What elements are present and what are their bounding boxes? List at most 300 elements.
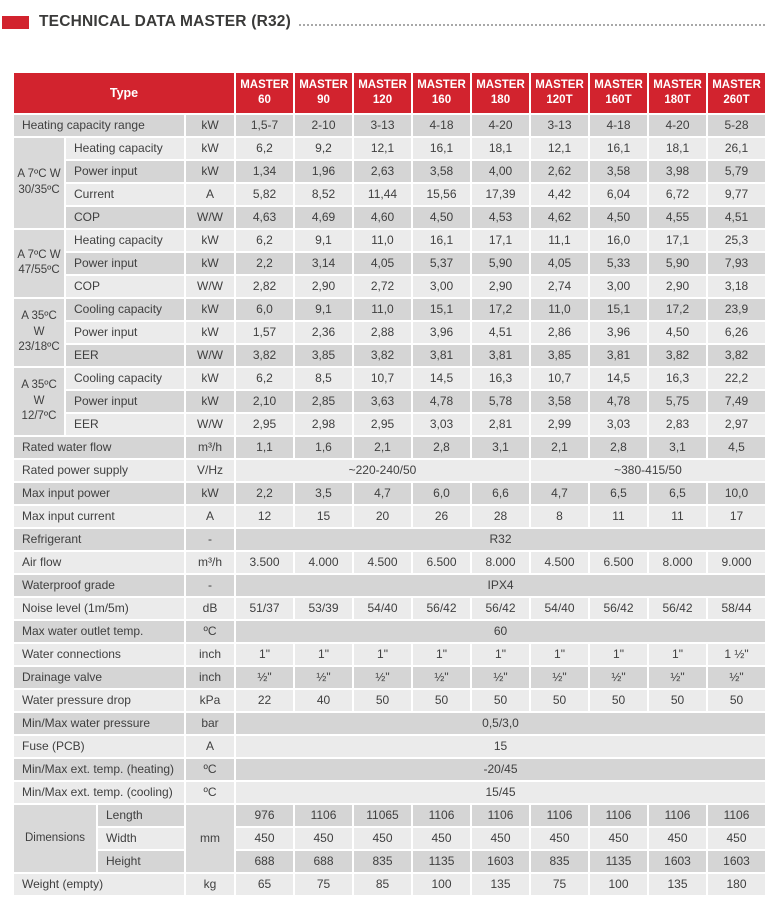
value-cell: 16,1: [413, 230, 470, 251]
value-cell: 17,1: [649, 230, 706, 251]
value-cell: 2,72: [354, 276, 411, 297]
unit-cell: kW: [186, 368, 234, 389]
value-cell: 2,74: [531, 276, 588, 297]
row-label: Heating capacity range: [14, 115, 184, 136]
table-row: [14, 414, 765, 435]
table-row: [14, 437, 765, 458]
value-cell: 1 ½": [708, 644, 765, 665]
value-cell: 1603: [649, 851, 706, 872]
value-cell: 50: [649, 690, 706, 711]
value-cell: 1": [295, 644, 352, 665]
value-cell: 4,5: [708, 437, 765, 458]
header-model: MASTER 180: [472, 73, 529, 113]
unit-cell: kW: [186, 391, 234, 412]
row-label: Length: [98, 805, 184, 826]
value-cell: 5,37: [413, 253, 470, 274]
value-cell: 11,44: [354, 184, 411, 205]
value-cell: 2,97: [708, 414, 765, 435]
value-cell: 1106: [472, 805, 529, 826]
dotted-leader-line: [299, 24, 765, 26]
value-cell: 4-18: [590, 115, 647, 136]
value-cell: 11,0: [531, 299, 588, 320]
table-row: [14, 598, 765, 619]
value-cell: 4,60: [354, 207, 411, 228]
value-cell: 3-13: [531, 115, 588, 136]
value-cell: 50: [472, 690, 529, 711]
value-cell: 6,2: [236, 368, 293, 389]
row-label: Cooling capacity: [66, 299, 184, 320]
value-cell: 4,55: [649, 207, 706, 228]
header-model: MASTER 180T: [649, 73, 706, 113]
value-cell: 16,0: [590, 230, 647, 251]
unit-cell: kW: [186, 115, 234, 136]
unit-cell: A: [186, 184, 234, 205]
value-cell: 3,82: [708, 345, 765, 366]
value-cell: 2,36: [295, 322, 352, 343]
row-label: Height: [98, 851, 184, 872]
header-type: Type: [14, 73, 234, 113]
value-cell: 15: [295, 506, 352, 527]
value-cell: 4,69: [295, 207, 352, 228]
group-cell: A 7ºC W 47/55ºC: [14, 230, 64, 297]
value-cell: 5,79: [708, 161, 765, 182]
value-cell: 7,93: [708, 253, 765, 274]
row-label: Rated water flow: [14, 437, 184, 458]
value-cell: 9.000: [708, 552, 765, 573]
value-cell: 1106: [708, 805, 765, 826]
value-cell: 6,72: [649, 184, 706, 205]
unit-cell: mm: [186, 805, 234, 872]
value-cell: 688: [236, 851, 293, 872]
value-cell: 26,1: [708, 138, 765, 159]
row-label: COP: [66, 276, 184, 297]
row-label: Drainage valve: [14, 667, 184, 688]
unit-cell: kW: [186, 483, 234, 504]
value-cell: 4,62: [531, 207, 588, 228]
value-cell: 4,78: [590, 391, 647, 412]
value-cell: 85: [354, 874, 411, 895]
row-label: EER: [66, 414, 184, 435]
value-cell: 2,90: [472, 276, 529, 297]
value-cell: 100: [413, 874, 470, 895]
table-row: [14, 230, 765, 251]
value-cell: 450: [649, 828, 706, 849]
value-cell: 12,1: [354, 138, 411, 159]
unit-cell: kW: [186, 253, 234, 274]
value-cell: 3,00: [590, 276, 647, 297]
unit-cell: inch: [186, 644, 234, 665]
value-cell: 15,1: [413, 299, 470, 320]
value-cell: 4-20: [649, 115, 706, 136]
value-cell: 3,96: [413, 322, 470, 343]
row-label: Noise level (1m/5m): [14, 598, 184, 619]
value-cell: 1,5-7: [236, 115, 293, 136]
span-value-cell: 0,5/3,0: [236, 713, 765, 734]
value-cell: 3,5: [295, 483, 352, 504]
value-cell: 3,81: [413, 345, 470, 366]
row-label: Power input: [66, 161, 184, 182]
value-cell: 17,1: [472, 230, 529, 251]
table-row: [14, 690, 765, 711]
row-label: Width: [98, 828, 184, 849]
value-cell: 1,6: [295, 437, 352, 458]
table-row: [14, 759, 765, 780]
value-cell: 6,6: [472, 483, 529, 504]
unit-cell: -: [186, 575, 234, 596]
unit-cell: dB: [186, 598, 234, 619]
value-cell: 3,18: [708, 276, 765, 297]
value-cell: 2,8: [413, 437, 470, 458]
span-value-cell: 60: [236, 621, 765, 642]
value-cell: 3,82: [649, 345, 706, 366]
value-cell: 450: [413, 828, 470, 849]
value-cell: 12: [236, 506, 293, 527]
value-cell: 20: [354, 506, 411, 527]
value-cell: 688: [295, 851, 352, 872]
value-cell: 100: [590, 874, 647, 895]
row-label: Max input current: [14, 506, 184, 527]
value-cell: 5,33: [590, 253, 647, 274]
table-row: [14, 345, 765, 366]
table-body: [14, 115, 765, 895]
value-cell: 1": [590, 644, 647, 665]
value-cell: 10,0: [708, 483, 765, 504]
table-row: [14, 483, 765, 504]
value-cell: ½": [649, 667, 706, 688]
value-cell: 450: [236, 828, 293, 849]
value-cell: 11,0: [354, 299, 411, 320]
value-cell: 26: [413, 506, 470, 527]
row-label: Max input power: [14, 483, 184, 504]
unit-cell: m³/h: [186, 437, 234, 458]
value-cell: 10,7: [354, 368, 411, 389]
value-cell: 2,95: [236, 414, 293, 435]
span-value-cell: -20/45: [236, 759, 765, 780]
group-cell: Dimensions: [14, 805, 96, 872]
value-cell: 2,98: [295, 414, 352, 435]
value-cell: 2,83: [649, 414, 706, 435]
value-cell: 56/42: [649, 598, 706, 619]
value-cell: 3,00: [413, 276, 470, 297]
value-cell: 5,82: [236, 184, 293, 205]
value-cell: 6,2: [236, 138, 293, 159]
value-cell: 28: [472, 506, 529, 527]
value-cell: 6,5: [649, 483, 706, 504]
value-cell: 2,81: [472, 414, 529, 435]
value-cell: 3,03: [590, 414, 647, 435]
value-cell: 4,51: [472, 322, 529, 343]
value-cell: 5,75: [649, 391, 706, 412]
value-cell: 5-28: [708, 115, 765, 136]
value-cell: 6,0: [413, 483, 470, 504]
header-model: MASTER 160T: [590, 73, 647, 113]
group-cell: A 7ºC W 30/35ºC: [14, 138, 64, 228]
value-cell: 12,1: [531, 138, 588, 159]
table-row: [14, 874, 765, 895]
value-cell: 4,42: [531, 184, 588, 205]
table-row: [14, 322, 765, 343]
unit-cell: W/W: [186, 414, 234, 435]
value-cell: 17,39: [472, 184, 529, 205]
value-cell: 2,88: [354, 322, 411, 343]
row-label: Rated power supply: [14, 460, 184, 481]
value-cell: 3.500: [236, 552, 293, 573]
value-cell: 7,49: [708, 391, 765, 412]
unit-cell: kW: [186, 322, 234, 343]
value-cell: 135: [649, 874, 706, 895]
unit-cell: kPa: [186, 690, 234, 711]
value-cell: 1135: [413, 851, 470, 872]
value-cell: 11065: [354, 805, 411, 826]
value-cell: ½": [236, 667, 293, 688]
value-cell: 2,8: [590, 437, 647, 458]
value-cell: 58/44: [708, 598, 765, 619]
value-cell: 16,3: [472, 368, 529, 389]
header-model: MASTER 260T: [708, 73, 765, 113]
table-row: [14, 161, 765, 182]
value-cell: 65: [236, 874, 293, 895]
row-label: Power input: [66, 391, 184, 412]
value-cell: 50: [590, 690, 647, 711]
value-cell: 9,1: [295, 230, 352, 251]
title-bar: [0, 0, 777, 31]
value-cell: 6,2: [236, 230, 293, 251]
value-cell: 8,52: [295, 184, 352, 205]
value-cell: 835: [354, 851, 411, 872]
value-cell: 50: [531, 690, 588, 711]
value-cell: 976: [236, 805, 293, 826]
value-cell: 11,1: [531, 230, 588, 251]
value-cell: 3,1: [649, 437, 706, 458]
value-cell: 50: [708, 690, 765, 711]
value-cell: 2,1: [354, 437, 411, 458]
value-cell: 4,05: [531, 253, 588, 274]
value-cell: 22: [236, 690, 293, 711]
value-cell: 16,1: [413, 138, 470, 159]
value-cell: 2,63: [354, 161, 411, 182]
value-cell: 1": [649, 644, 706, 665]
row-label: COP: [66, 207, 184, 228]
value-cell: 3,14: [295, 253, 352, 274]
unit-cell: m³/h: [186, 552, 234, 573]
unit-cell: W/W: [186, 345, 234, 366]
value-cell: 1": [236, 644, 293, 665]
row-label: Water pressure drop: [14, 690, 184, 711]
unit-cell: -: [186, 529, 234, 550]
value-cell: 56/42: [472, 598, 529, 619]
value-cell: 75: [295, 874, 352, 895]
value-cell: 3,63: [354, 391, 411, 412]
unit-cell: kW: [186, 230, 234, 251]
row-label: Current: [66, 184, 184, 205]
value-cell: 1,96: [295, 161, 352, 182]
unit-cell: kW: [186, 299, 234, 320]
span-value-cell: IPX4: [236, 575, 765, 596]
group-cell: A 35ºC W 23/18ºC: [14, 299, 64, 366]
row-label: Water connections: [14, 644, 184, 665]
row-label: Max water outlet temp.: [14, 621, 184, 642]
table-row: [14, 805, 765, 826]
value-cell: 450: [531, 828, 588, 849]
table-row: [14, 828, 765, 849]
row-label: Cooling capacity: [66, 368, 184, 389]
value-cell: 1": [354, 644, 411, 665]
header-model: MASTER 160: [413, 73, 470, 113]
unit-cell: A: [186, 736, 234, 757]
value-cell: 2-10: [295, 115, 352, 136]
table-row: [14, 736, 765, 757]
unit-cell: W/W: [186, 276, 234, 297]
value-cell: 8.000: [472, 552, 529, 573]
table-row: [14, 552, 765, 573]
value-cell: 3,85: [531, 345, 588, 366]
value-cell: 135: [472, 874, 529, 895]
value-cell: 1106: [590, 805, 647, 826]
value-cell: 1603: [472, 851, 529, 872]
value-cell: 2,1: [531, 437, 588, 458]
value-cell: 54/40: [531, 598, 588, 619]
table-row: [14, 207, 765, 228]
table-row: [14, 460, 765, 481]
value-cell: 17: [708, 506, 765, 527]
value-cell: ½": [413, 667, 470, 688]
row-label: Fuse (PCB): [14, 736, 184, 757]
value-cell: ½": [472, 667, 529, 688]
span-value-cell: ~220-240/50: [236, 460, 529, 481]
value-cell: 4.000: [295, 552, 352, 573]
row-label: Heating capacity: [66, 138, 184, 159]
value-cell: ½": [531, 667, 588, 688]
value-cell: 4,05: [354, 253, 411, 274]
value-cell: 4.500: [531, 552, 588, 573]
unit-cell: A: [186, 506, 234, 527]
table-header: [14, 73, 765, 113]
value-cell: 1": [413, 644, 470, 665]
value-cell: 2,95: [354, 414, 411, 435]
unit-cell: inch: [186, 667, 234, 688]
value-cell: 4-20: [472, 115, 529, 136]
value-cell: 180: [708, 874, 765, 895]
group-cell: A 35ºC W 12/7ºC: [14, 368, 64, 435]
value-cell: 4,7: [354, 483, 411, 504]
table-row: [14, 138, 765, 159]
value-cell: ½": [708, 667, 765, 688]
value-cell: 2,90: [649, 276, 706, 297]
value-cell: 50: [354, 690, 411, 711]
value-cell: 4,78: [413, 391, 470, 412]
value-cell: 4,50: [590, 207, 647, 228]
row-label: Heating capacity: [66, 230, 184, 251]
value-cell: 8.000: [649, 552, 706, 573]
spec-table: [12, 71, 767, 897]
value-cell: 75: [531, 874, 588, 895]
value-cell: 3-13: [354, 115, 411, 136]
value-cell: 2,82: [236, 276, 293, 297]
value-cell: 1": [531, 644, 588, 665]
header-model: MASTER 120T: [531, 73, 588, 113]
value-cell: 4,00: [472, 161, 529, 182]
value-cell: 3,81: [590, 345, 647, 366]
row-label: Waterproof grade: [14, 575, 184, 596]
value-cell: 2,2: [236, 253, 293, 274]
value-cell: 16,1: [590, 138, 647, 159]
value-cell: ½": [295, 667, 352, 688]
value-cell: 450: [708, 828, 765, 849]
row-label: Min/Max ext. temp. (heating): [14, 759, 184, 780]
unit-cell: W/W: [186, 207, 234, 228]
span-value-cell: R32: [236, 529, 765, 550]
value-cell: 1106: [649, 805, 706, 826]
value-cell: 2,10: [236, 391, 293, 412]
value-cell: 835: [531, 851, 588, 872]
value-cell: 3,96: [590, 322, 647, 343]
value-cell: 4.500: [354, 552, 411, 573]
value-cell: 1603: [708, 851, 765, 872]
value-cell: 1,34: [236, 161, 293, 182]
value-cell: 9,2: [295, 138, 352, 159]
unit-cell: kW: [186, 161, 234, 182]
value-cell: 56/42: [590, 598, 647, 619]
value-cell: 1106: [295, 805, 352, 826]
value-cell: 40: [295, 690, 352, 711]
value-cell: 3,03: [413, 414, 470, 435]
unit-cell: V/Hz: [186, 460, 234, 481]
row-label: Weight (empty): [14, 874, 184, 895]
value-cell: 4-18: [413, 115, 470, 136]
value-cell: 6,5: [590, 483, 647, 504]
value-cell: 11: [649, 506, 706, 527]
value-cell: 3,82: [236, 345, 293, 366]
row-label: Min/Max ext. temp. (cooling): [14, 782, 184, 803]
row-label: Power input: [66, 322, 184, 343]
value-cell: 4,51: [708, 207, 765, 228]
unit-cell: kW: [186, 138, 234, 159]
row-label: EER: [66, 345, 184, 366]
value-cell: 450: [590, 828, 647, 849]
table-row: [14, 184, 765, 205]
value-cell: 23,9: [708, 299, 765, 320]
value-cell: 53/39: [295, 598, 352, 619]
value-cell: ½": [354, 667, 411, 688]
value-cell: 8: [531, 506, 588, 527]
span-value-cell: 15: [236, 736, 765, 757]
value-cell: 450: [472, 828, 529, 849]
table-row: [14, 299, 765, 320]
value-cell: 56/42: [413, 598, 470, 619]
table-row: [14, 782, 765, 803]
value-cell: 9,77: [708, 184, 765, 205]
value-cell: 4,63: [236, 207, 293, 228]
value-cell: 2,85: [295, 391, 352, 412]
value-cell: 11: [590, 506, 647, 527]
unit-cell: ºC: [186, 782, 234, 803]
value-cell: 1,57: [236, 322, 293, 343]
value-cell: 1,1: [236, 437, 293, 458]
value-cell: 2,99: [531, 414, 588, 435]
header-model: MASTER 90: [295, 73, 352, 113]
value-cell: 50: [413, 690, 470, 711]
header-model: MASTER 60: [236, 73, 293, 113]
value-cell: 1135: [590, 851, 647, 872]
row-label: Air flow: [14, 552, 184, 573]
value-cell: 18,1: [472, 138, 529, 159]
value-cell: 2,86: [531, 322, 588, 343]
value-cell: 4,50: [413, 207, 470, 228]
value-cell: 5,90: [472, 253, 529, 274]
value-cell: 9,1: [295, 299, 352, 320]
value-cell: 11,0: [354, 230, 411, 251]
red-accent-block: [2, 16, 29, 29]
